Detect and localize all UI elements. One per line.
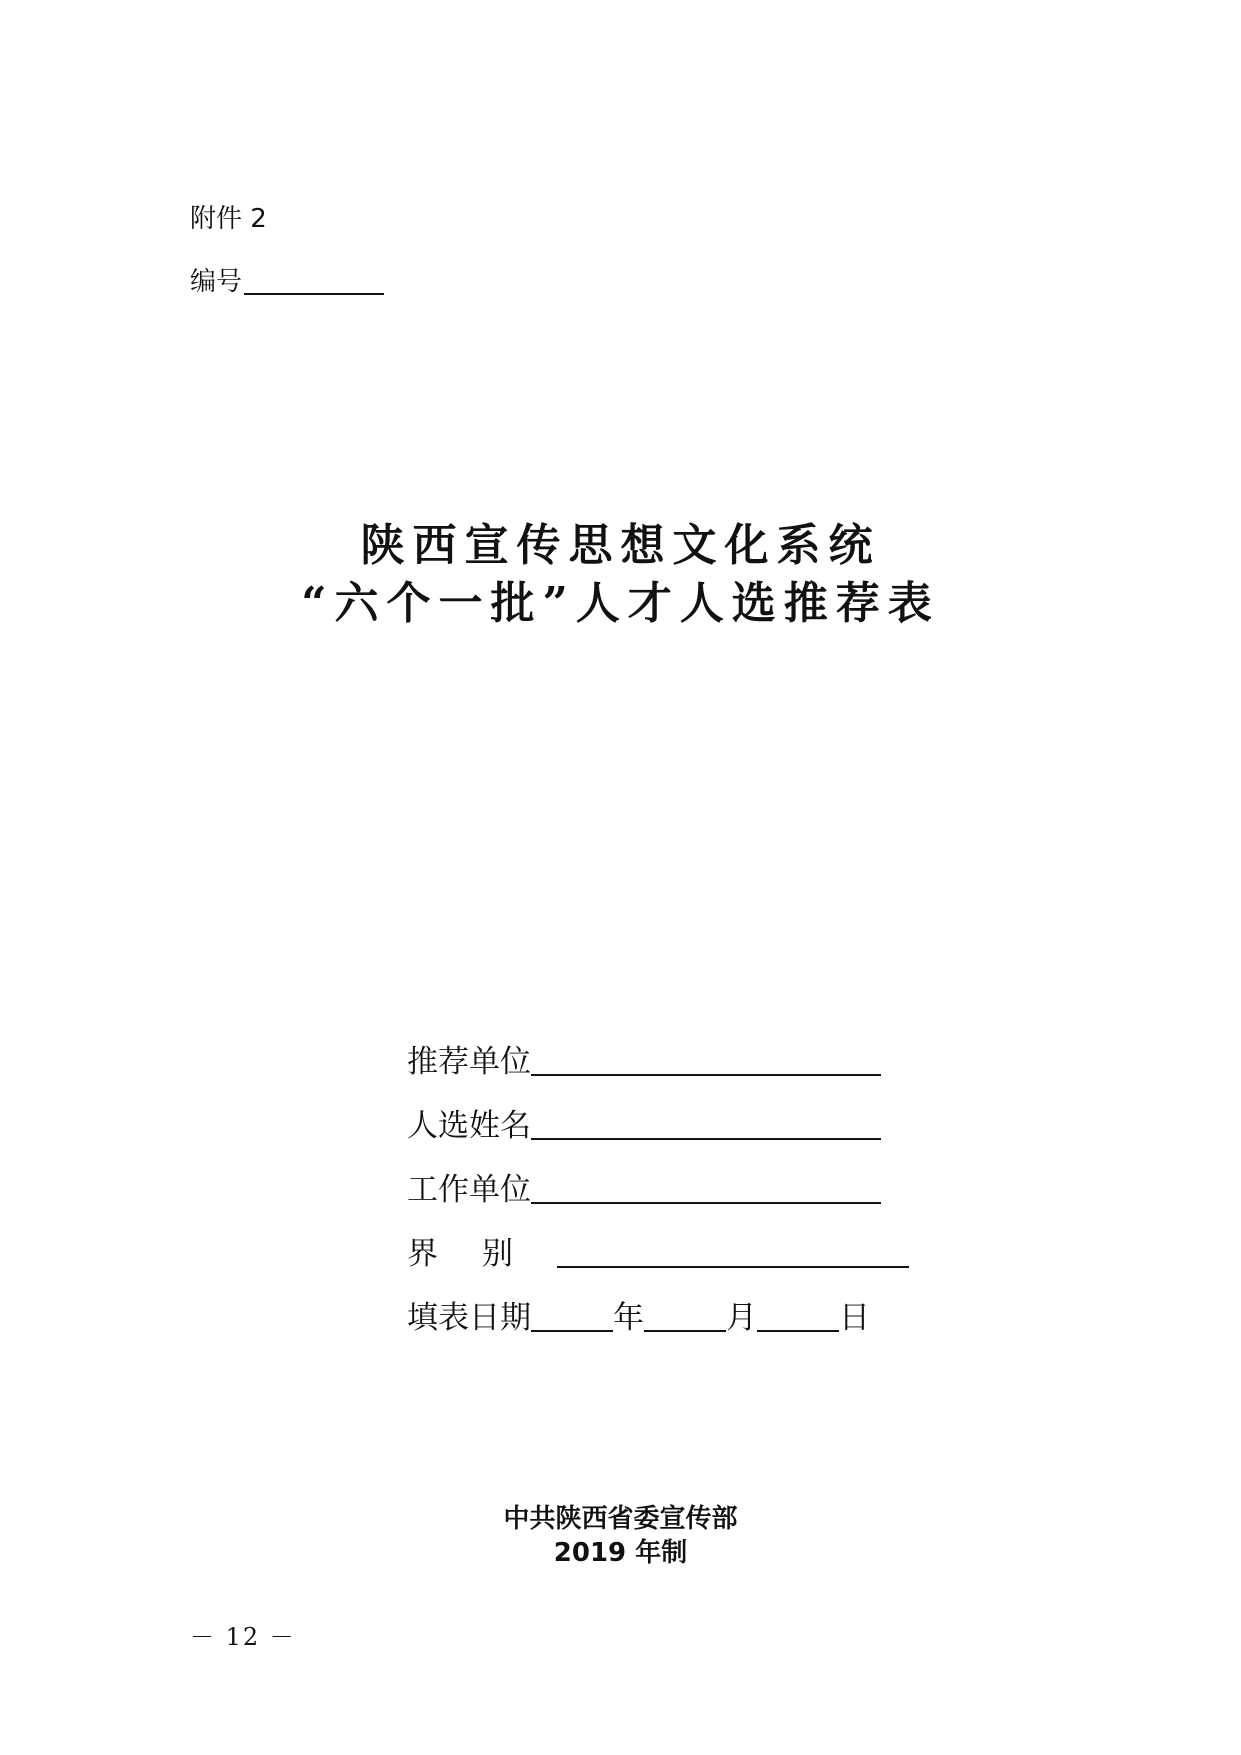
sector-input-line[interactable] (557, 1266, 909, 1268)
month-input-line[interactable] (644, 1330, 726, 1332)
work-unit-input-line[interactable] (531, 1202, 881, 1204)
year-label: 年 (613, 1300, 644, 1336)
cover-form (407, 1018, 927, 1338)
work-unit-label: 工作单位 (407, 1172, 531, 1208)
fill-date-field (407, 1274, 927, 1338)
document-title-line2: “六个一批”人才人选推荐表 (301, 578, 940, 629)
month-label: 月 (726, 1300, 757, 1336)
recommending-unit-label: 推荐单位 (407, 1044, 531, 1080)
recommending-unit-input-line[interactable] (531, 1074, 881, 1076)
sector-label: 界别 (407, 1236, 557, 1272)
year-input-line[interactable] (531, 1330, 613, 1332)
candidate-name-label: 人选姓名 (407, 1108, 531, 1144)
day-input-line[interactable] (757, 1330, 839, 1332)
sector-field (407, 1210, 927, 1274)
attachment-label: 附件 2 (190, 204, 267, 234)
candidate-name-input-line[interactable] (531, 1138, 881, 1140)
document-title-line1: 陕西宣传思想文化系统 (360, 520, 881, 571)
number-field (190, 266, 384, 298)
issuer-organization: 中共陕西省委宣传部 (503, 1504, 738, 1534)
page-number: － 12 － (190, 1623, 296, 1651)
number-input-line[interactable] (244, 293, 384, 295)
number-label: 编号 (190, 267, 243, 297)
recommending-unit-field (407, 1018, 927, 1082)
work-unit-field (407, 1146, 927, 1210)
issuer-year: 2019 年制 (553, 1538, 688, 1568)
day-label: 日 (839, 1300, 870, 1336)
candidate-name-field (407, 1082, 927, 1146)
fill-date-label: 填表日期 (407, 1300, 531, 1336)
